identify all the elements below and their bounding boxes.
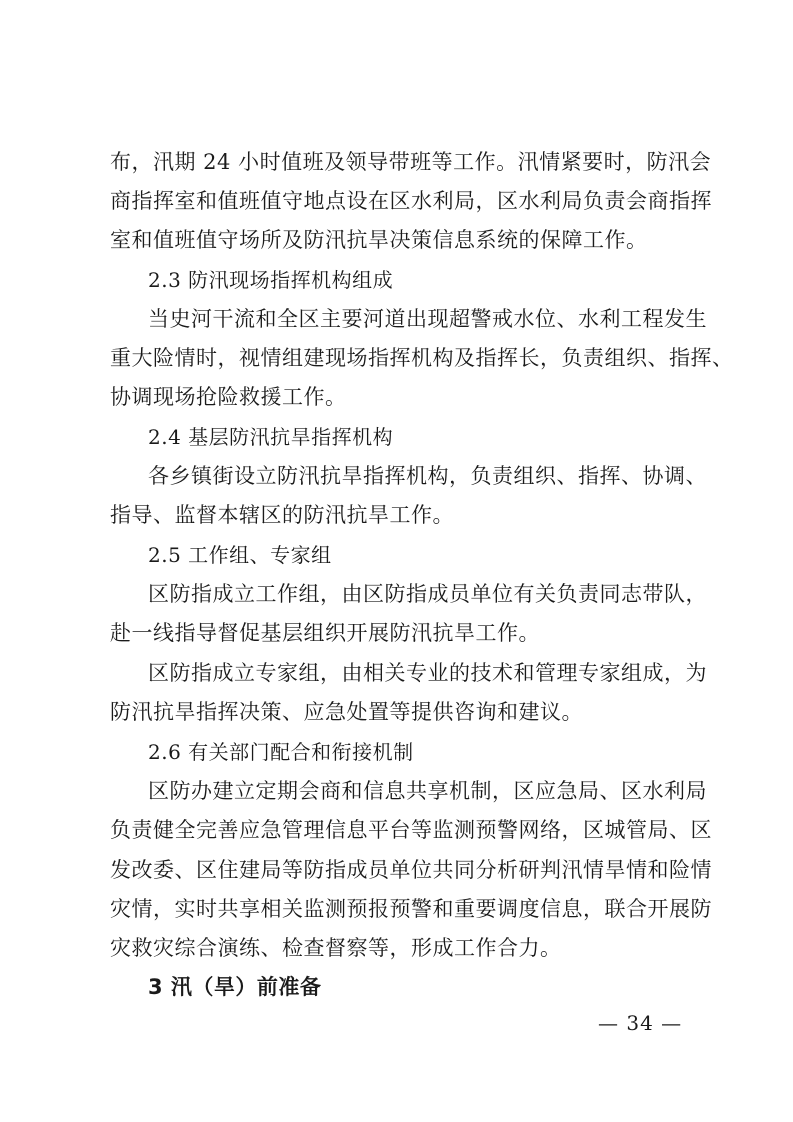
paragraph-line: 区防办建立定期会商和信息共享机制，区应急局、区水利局	[148, 779, 707, 803]
section-heading-2-6: 2.6 有关部门配合和衔接机制	[148, 740, 414, 764]
paragraph-line: 当史河干流和全区主要河道出现超警戒水位、水利工程发生	[148, 307, 707, 331]
page-number: — 34 —	[598, 1011, 683, 1035]
paragraph-line: 各乡镇街设立防汛抗旱指挥机构，负责组织、指挥、协调、	[148, 464, 707, 488]
paragraph-line: 防汛抗旱指挥决策、应急处置等提供咨询和建议。	[110, 700, 583, 724]
paragraph-line: 指导、监督本辖区的防汛抗旱工作。	[110, 503, 454, 527]
paragraph-line: 布，汛期 24 小时值班及领导带班等工作。汛情紧要时，防汛会	[110, 150, 712, 174]
paragraph-line: 商指挥室和值班值守地点设在区水利局，区水利局负责会商指挥	[110, 189, 712, 213]
paragraph-line: 区防指成立专家组，由相关专业的技术和管理专家组成，为	[148, 661, 707, 685]
paragraph-line: 发改委、区住建局等防指成员单位共同分析研判汛情旱情和险情	[110, 858, 712, 882]
paragraph-line: 协调现场抢险救援工作。	[110, 385, 347, 409]
section-heading-3: 3 汛（旱）前准备	[148, 975, 322, 999]
section-heading-2-4: 2.4 基层防汛抗旱指挥机构	[148, 425, 394, 449]
paragraph-line: 灾救灾综合演练、检查督察等，形成工作合力。	[110, 936, 562, 960]
paragraph-line: 室和值班值守场所及防汛抗旱决策信息系统的保障工作。	[110, 228, 648, 252]
paragraph-line: 重大险情时，视情组建现场指挥机构及指挥长，负责组织、指挥、	[110, 346, 734, 370]
paragraph-line: 区防指成立工作组，由区防指成员单位有关负责同志带队，	[148, 582, 707, 606]
section-heading-2-5: 2.5 工作组、专家组	[148, 543, 332, 567]
section-heading-2-3: 2.3 防汛现场指挥机构组成	[148, 268, 394, 292]
paragraph-line: 灾情，实时共享相关监测预报预警和重要调度信息，联合开展防	[110, 897, 712, 921]
paragraph-line: 赴一线指导督促基层组织开展防汛抗旱工作。	[110, 621, 540, 645]
paragraph-line: 负责健全完善应急管理信息平台等监测预警网络，区城管局、区	[110, 818, 712, 842]
